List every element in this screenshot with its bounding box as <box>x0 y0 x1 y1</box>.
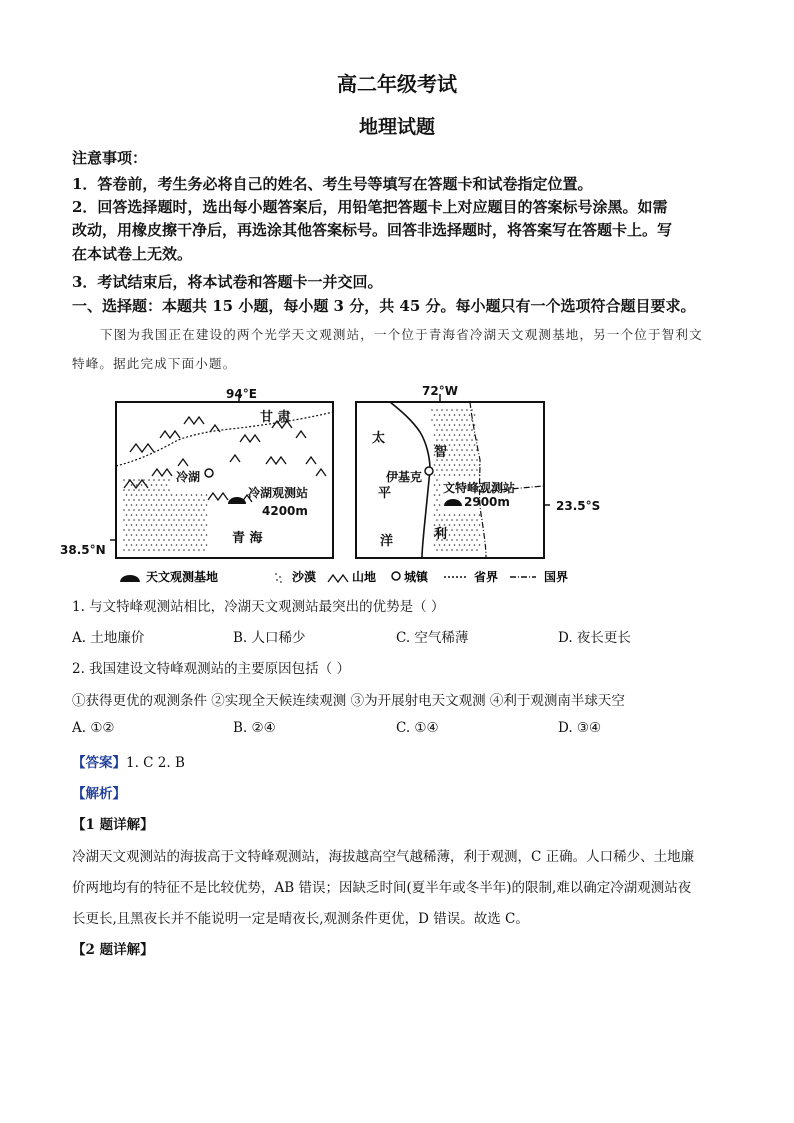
answer-line <box>72 751 185 771</box>
iquique-town-label: 伊基克 <box>386 470 423 484</box>
q1-detail-line-3: 长更长,且黑夜长并不能说明一定是晴夜长,观测条件更优，D 错误。故选 C。 <box>72 911 529 927</box>
right-map-panel <box>356 384 600 558</box>
question-1-stem: 1. 与文特峰观测站相比，冷湖天文观测站最突出的优势是（ ） <box>72 599 445 615</box>
left-lon-label: 94°E <box>226 387 257 401</box>
map-intro-a: 下图为我国正在建设的两个光学天文观测站，一个位于青海省冷湖天文观测基地，另一个位于智利文 <box>100 327 703 342</box>
legend-desert-label: 沙漠 <box>292 570 317 584</box>
analysis-label: 【解析】 <box>72 786 126 802</box>
legend-base-symbol <box>120 575 140 582</box>
gansu-label: 甘 肃 <box>260 410 291 425</box>
map-legend <box>120 569 568 584</box>
chile-label-1: 智 <box>434 445 448 460</box>
notice-line-1: 1．答卷前，考生务必将自己的姓名、考生号等填写在答题卡和试卷指定位置。 <box>72 175 593 193</box>
observatory-map <box>60 380 620 588</box>
legend-mountain-symbol <box>328 575 348 582</box>
question-2-stem: 2. 我国建设文特峰观测站的主要原因包括（ ） <box>72 661 350 677</box>
left-map-panel <box>60 387 333 558</box>
right-lat-label: 23.5°S <box>556 499 601 513</box>
answer-label: 【答案】 <box>72 755 126 771</box>
answer-value: 1. C 2. B <box>126 755 185 771</box>
legend-town-label: 城镇 <box>404 570 429 584</box>
notice-line-2b: 改动，用橡皮擦干净后，再选涂其他答案标号。回答非选择题时，将答案写在答题卡上。写 <box>72 221 673 239</box>
lenghu-town-label: 冷湖 <box>176 470 201 484</box>
ocean-label-1: 太 <box>372 431 386 446</box>
q2-option-a: A. ①② <box>72 720 115 736</box>
ventarrones-altitude: 2900m <box>464 495 510 509</box>
q1-option-a: A. 土地廉价 <box>72 630 145 646</box>
notice-line-2c: 在本试卷上无效。 <box>72 245 193 263</box>
q1-option-c: C. 空气稀薄 <box>396 630 469 646</box>
lenghu-station-label: 冷湖观测站 <box>248 486 309 500</box>
q1-detail-line-2: 价两地均有的特征不是比较优势，AB 错误；因缺乏时间(夏半年或冬半年)的限制,难以确定冷湖观测站夜 <box>72 880 692 896</box>
exam-subtitle: 地理试题 <box>358 116 435 138</box>
q1-detail-label: 【1 题详解】 <box>72 817 154 833</box>
legend-mountain-label: 山地 <box>352 570 377 584</box>
lenghu-town-marker <box>205 469 213 477</box>
question-2-statements: ①获得更优的观测条件 ②实现全天候连续观测 ③为开展射电天文观测 ④利于观测南半球天空 <box>72 693 625 709</box>
legend-national-label: 国界 <box>544 570 569 584</box>
legend-town-symbol <box>392 572 400 580</box>
ventarrones-station-label: 文特峰观测站 <box>443 481 516 495</box>
q1-detail-line-1: 冷湖天文观测站的海拔高于文特峰观测站，海拔越高空气越稀薄，利于观测，C 正确。人口稀少、土地廉 <box>72 849 695 865</box>
exam-title: 高二年级考试 <box>337 72 457 96</box>
qinghai-label: 青 海 <box>232 531 263 546</box>
notice-line-3: 3．考试结束后，将本试卷和答题卡一并交回。 <box>72 273 383 291</box>
q1-option-b: B. 人口稀少 <box>233 630 306 646</box>
q2-option-d: D. ③④ <box>558 720 602 736</box>
ocean-label-3: 洋 <box>380 534 394 549</box>
left-lat-label: 38.5°N <box>60 543 106 557</box>
q2-option-c: C. ①④ <box>396 720 439 736</box>
notice-line-2a: 2．回答选择题时，选出每小题答案后，用铅笔把答题卡上对应题目的答案标号涂黑。如需 <box>72 198 668 216</box>
notice-heading: 注意事项： <box>72 149 148 167</box>
q2-option-b: B. ②④ <box>233 720 276 736</box>
iquique-town-marker <box>425 467 433 475</box>
legend-base-label: 天文观测基地 <box>146 570 219 584</box>
q1-option-d: D. 夜长更长 <box>558 630 631 646</box>
legend-desert-symbol <box>275 573 282 583</box>
legend-province-label: 省界 <box>474 570 499 584</box>
lenghu-altitude: 4200m <box>262 504 308 518</box>
chile-label-2: 利 <box>434 527 448 542</box>
ocean-label-2: 平 <box>378 486 392 501</box>
map-intro-b: 特峰。据此完成下面小题。 <box>72 356 237 371</box>
right-lon-label: 72°W <box>422 384 458 398</box>
section-heading: 一、选择题：本题共 15 小题，每小题 3 分，共 45 分。每小题只有一个选项符合题目要求。 <box>72 297 696 315</box>
q2-detail-label: 【2 题详解】 <box>72 942 154 958</box>
